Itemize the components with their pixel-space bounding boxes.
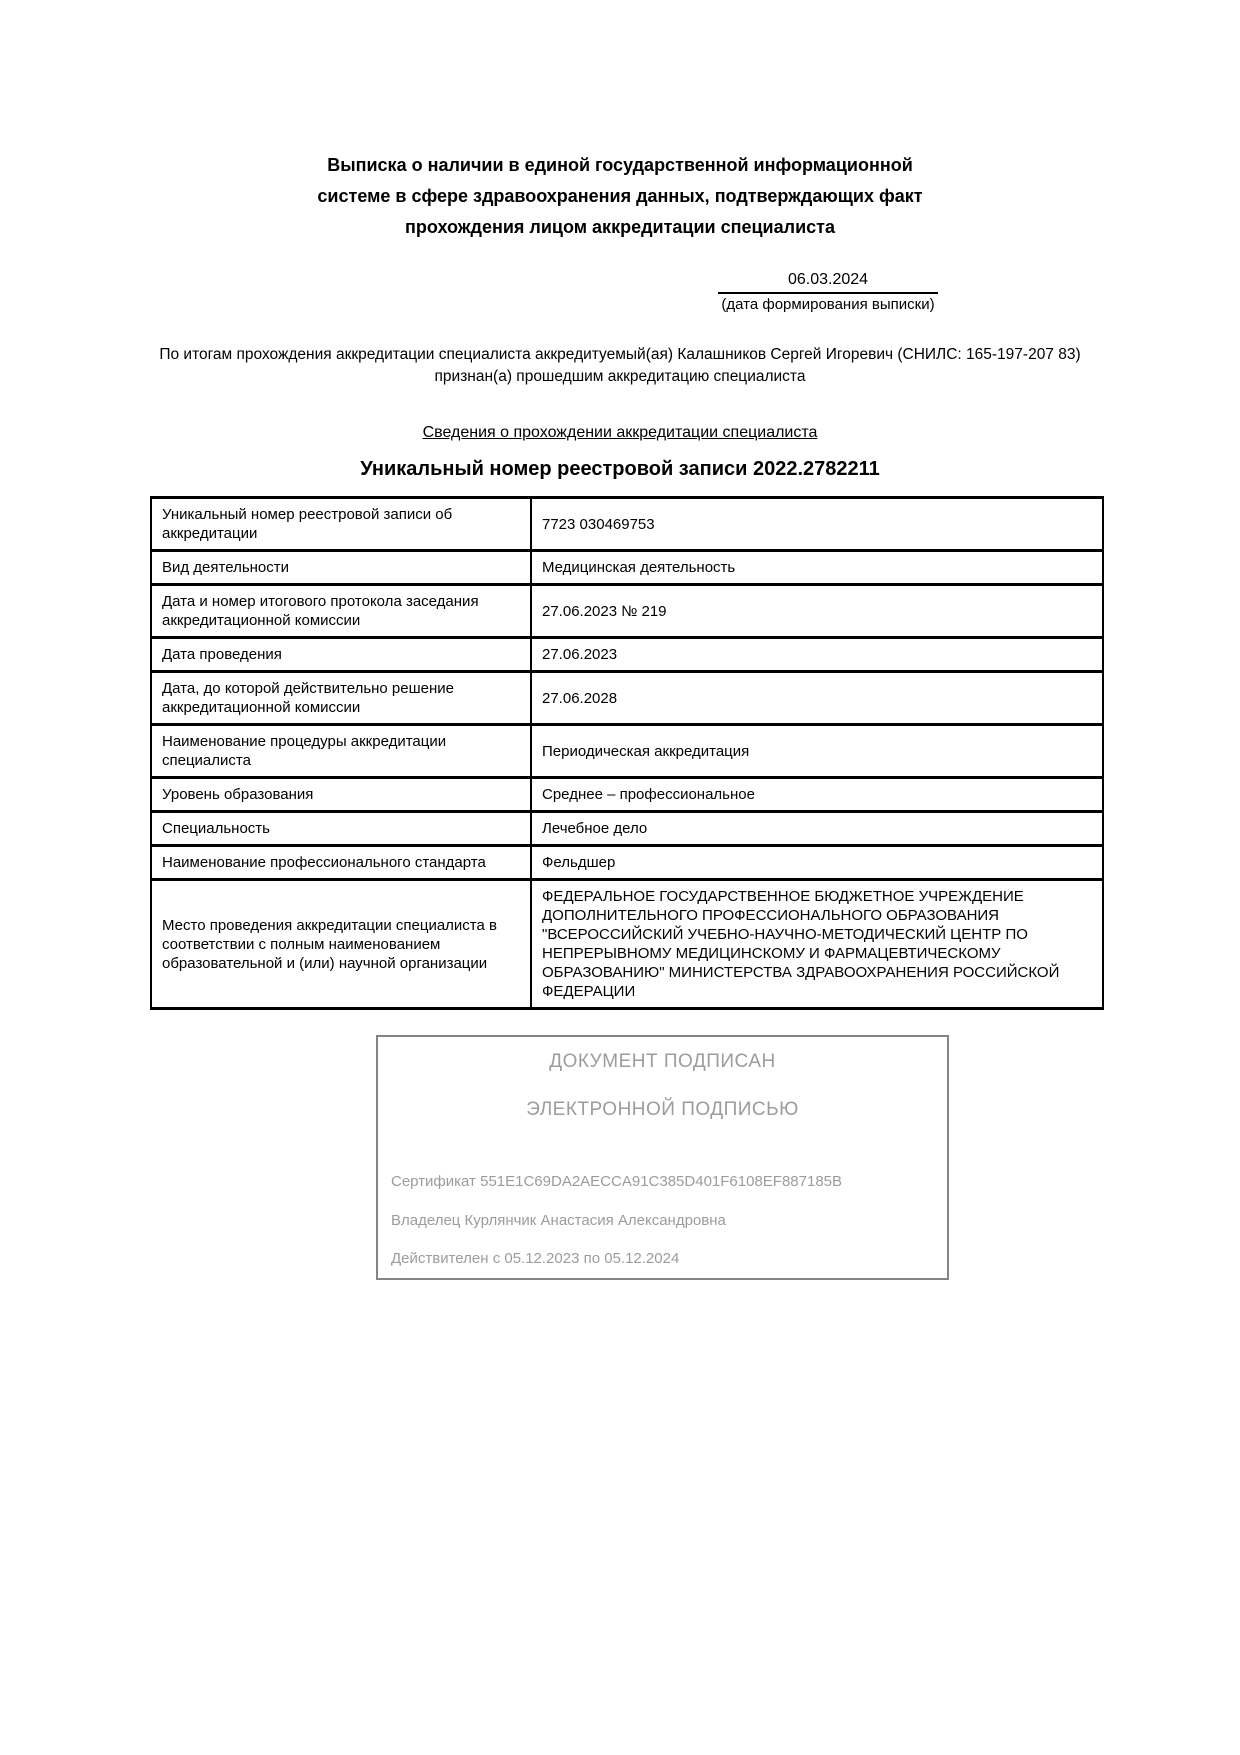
document-title-line-1: Выписка о наличии в единой государственной информационной bbox=[327, 155, 913, 175]
accreditation-details-table bbox=[150, 496, 1104, 1010]
registry-number-line: Уникальный номер реестровой записи 2022.2782211 bbox=[360, 458, 880, 480]
stamp-title-line-2: ЭЛЕКТРОННОЙ ПОДПИСЬЮ bbox=[526, 1099, 799, 1120]
table-row bbox=[151, 638, 1103, 672]
table-row bbox=[151, 880, 1103, 1009]
table-row bbox=[151, 846, 1103, 880]
document-title-line-3: прохождения лицом аккредитации специалиста bbox=[405, 217, 835, 237]
row-value: Фельдшер bbox=[531, 846, 1103, 880]
row-label: Дата, до которой действительно решение аккредитационной комиссии bbox=[151, 672, 531, 725]
stamp-validity: Действителен с 05.12.2023 по 05.12.2024 bbox=[391, 1250, 680, 1267]
stamp-title-line-1: ДОКУМЕНТ ПОДПИСАН bbox=[549, 1051, 776, 1072]
formation-date-block bbox=[718, 271, 938, 313]
row-label: Вид деятельности bbox=[151, 551, 531, 585]
row-label: Специальность bbox=[151, 812, 531, 846]
row-value: 7723 030469753 bbox=[531, 498, 1103, 551]
table-row bbox=[151, 498, 1103, 551]
row-value: Среднее – профессиональное bbox=[531, 778, 1103, 812]
intro-paragraph: По итогам прохождения аккредитации специалиста аккредитуемый(ая) Калашников Сергей Игоревич (СНИЛС: 165-197-207 83) признан(а) прошедшим аккредитацию специалиста bbox=[159, 346, 1081, 385]
table-row bbox=[151, 551, 1103, 585]
row-value: 27.06.2028 bbox=[531, 672, 1103, 725]
row-value: Медицинская деятельность bbox=[531, 551, 1103, 585]
row-value: Периодическая аккредитация bbox=[531, 725, 1103, 778]
row-label: Наименование профессионального стандарта bbox=[151, 846, 531, 880]
formation-date-caption: (дата формирования выписки) bbox=[721, 296, 935, 313]
table-row bbox=[151, 725, 1103, 778]
row-value: Лечебное дело bbox=[531, 812, 1103, 846]
section-heading: Сведения о прохождении аккредитации специалиста bbox=[422, 424, 818, 441]
table-row bbox=[151, 585, 1103, 638]
row-label: Дата и номер итогового протокола заседания аккредитационной комиссии bbox=[151, 585, 531, 638]
document-title bbox=[0, 150, 1240, 243]
row-label: Наименование процедуры аккредитации специалиста bbox=[151, 725, 531, 778]
document-title-line-2: системе в сфере здравоохранения данных, подтверждающих факт bbox=[317, 186, 923, 206]
row-label: Уровень образования bbox=[151, 778, 531, 812]
row-label: Место проведения аккредитации специалиста в соответствии с полным наименованием образовательной и (или) научной организации bbox=[151, 880, 531, 1009]
electronic-signature-stamp bbox=[376, 1035, 949, 1280]
table-row bbox=[151, 812, 1103, 846]
row-label: Дата проведения bbox=[151, 638, 531, 672]
formation-date: 06.03.2024 bbox=[718, 271, 938, 294]
table-row bbox=[151, 778, 1103, 812]
row-label: Уникальный номер реестровой записи об аккредитации bbox=[151, 498, 531, 551]
row-value: 27.06.2023 № 219 bbox=[531, 585, 1103, 638]
row-value: 27.06.2023 bbox=[531, 638, 1103, 672]
table-row bbox=[151, 672, 1103, 725]
row-value: ФЕДЕРАЛЬНОЕ ГОСУДАРСТВЕННОЕ БЮДЖЕТНОЕ УЧРЕЖДЕНИЕ ДОПОЛНИТЕЛЬНОГО ПРОФЕССИОНАЛЬНОГО ОБРАЗОВАНИЯ "ВСЕРОССИЙСКИЙ УЧЕБНО-НАУЧНО-МЕТОДИЧЕСКИЙ ЦЕНТР ПО НЕПРЕРЫВНОМУ МЕДИЦИНСКОМУ И ФАРМАЦЕВТИЧЕСКОМУ ОБРАЗОВАНИЮ" МИНИСТЕРСТВА ЗДРАВООХРАНЕНИЯ РОССИЙСКОЙ ФЕДЕРАЦИИ bbox=[531, 880, 1103, 1009]
stamp-owner: Владелец Курлянчик Анастасия Александровна bbox=[391, 1212, 726, 1229]
stamp-certificate: Сертификат 551E1C69DA2AECCA91C385D401F6108EF887185B bbox=[391, 1173, 843, 1190]
